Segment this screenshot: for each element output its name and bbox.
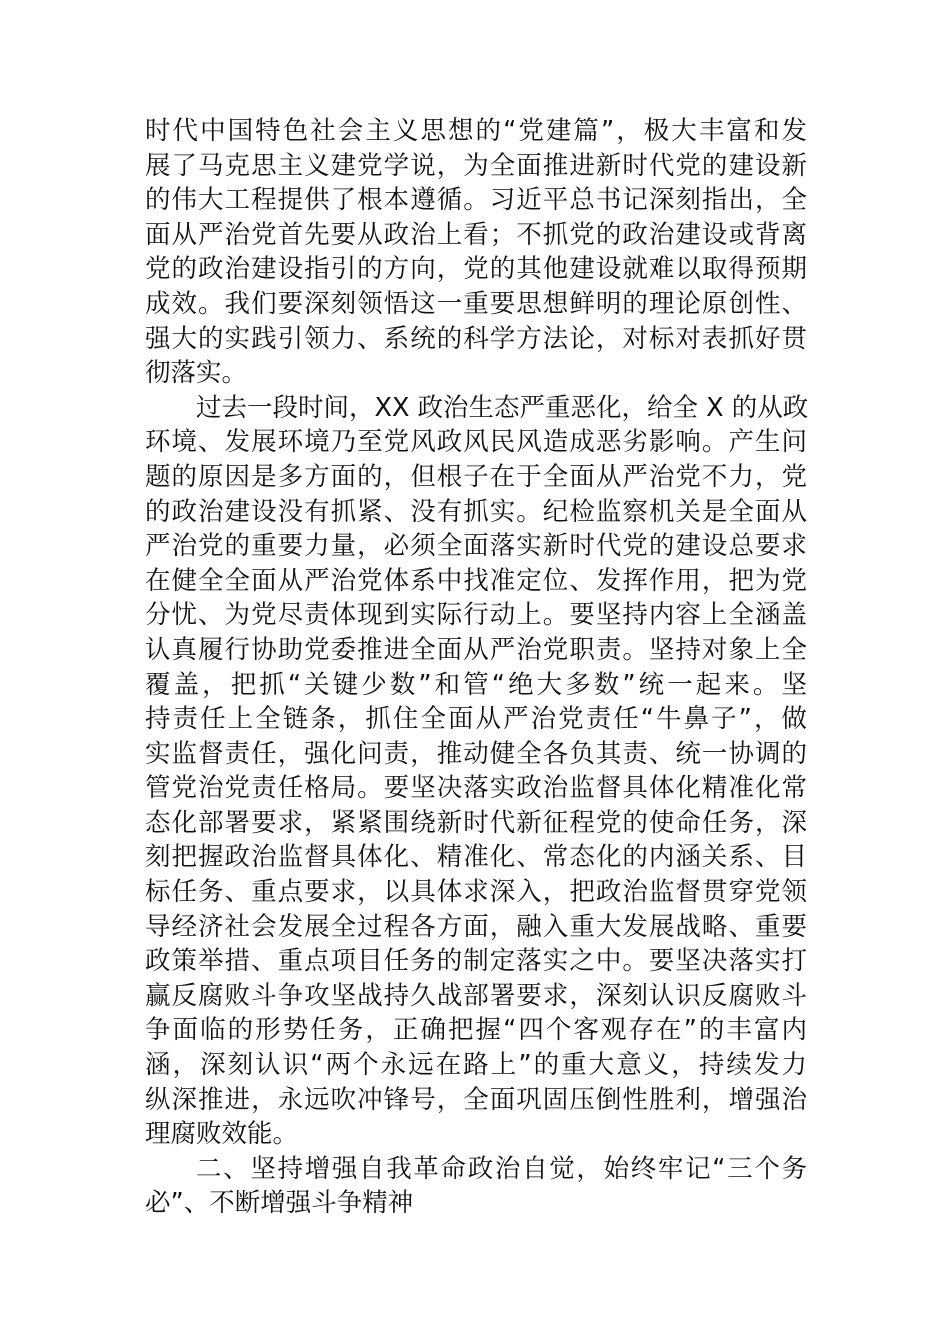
heading-line: 二、坚持增强自我革命政治自觉，始终牢记“三个务 xyxy=(196,1153,807,1184)
text-line: 严治党的重要力量，必须全面落实新时代党的建设总要求 xyxy=(145,531,807,562)
text-line: 刻把握政治监督具体化、精准化、常态化的内涵关系、目 xyxy=(145,842,807,873)
text-line: 管党治党责任格局。要坚决落实政治监督具体化精准化常 xyxy=(145,773,807,804)
text-line: 面从严治党首先要从政治上看；不抓党的政治建设或背离 xyxy=(145,219,807,250)
text-line: 覆盖，把抓“关键少数”和管“绝大多数”统一起来。坚 xyxy=(145,669,807,700)
text-line: 的伟大工程提供了根本遵循。习近平总书记深刻指出，全 xyxy=(145,185,807,216)
text-line: 导经济社会发展全过程各方面，融入重大发展战略、重要 xyxy=(145,911,807,942)
text-line: 持责任上全链条，抓住全面从严治党责任“牛鼻子”，做 xyxy=(145,704,807,735)
text-line: 分忧、为党尽责体现到实际行动上。要坚持内容上全涵盖 xyxy=(145,600,807,631)
text-line: 成效。我们要深刻领悟这一重要思想鲜明的理论原创性、 xyxy=(145,288,807,319)
text-line: 纵深推进，永远吹冲锋号，全面巩固压倒性胜利，增强治 xyxy=(145,1084,807,1115)
text-line: 过去一段时间，XX 政治生态严重恶化，给全 X 的从政 xyxy=(196,392,809,423)
text-line: 时代中国特色社会主义思想的“党建篇”，极大丰富和发 xyxy=(145,116,807,146)
text-line: 理腐败效能。 xyxy=(145,1119,299,1150)
text-line: 赢反腐败斗争攻坚战持久战部署要求，深刻认识反腐败斗 xyxy=(145,980,807,1011)
text-line: 涵，深刻认识“两个永远在路上”的重大意义，持续发力 xyxy=(145,1050,807,1081)
text-line: 强大的实践引领力、系统的科学方法论，对标对表抓好贯 xyxy=(145,323,807,354)
text-line: 彻落实。 xyxy=(145,358,248,389)
text-line: 的政治建设没有抓紧、没有抓实。纪检监察机关是全面从 xyxy=(145,496,807,527)
text-line: 题的原因是多方面的，但根子在于全面从严治党不力，党 xyxy=(145,461,807,492)
text-line: 争面临的形势任务，正确把握“四个客观存在”的丰富内 xyxy=(145,1015,807,1046)
text-line: 环境、发展环境乃至党风政风民风造成恶劣影响。产生问 xyxy=(145,427,807,458)
text-line: 在健全全面从严治党体系中找准定位、发挥作用，把为党 xyxy=(145,565,807,596)
section-heading xyxy=(145,1152,807,1221)
text-line: 党的政治建设指引的方向，党的其他建设就难以取得预期 xyxy=(145,254,807,285)
text-line: 认真履行协助党委推进全面从严治党职责。坚持对象上全 xyxy=(145,634,807,665)
text-line: 政策举措、重点项目任务的制定落实之中。要坚决落实打 xyxy=(145,946,807,977)
text-line: 标任务、重点要求，以具体求深入，把政治监督贯穿党领 xyxy=(145,877,807,908)
body-text xyxy=(145,114,807,1221)
text-line: 实监督责任，强化问责，推动健全各负其责、统一协调的 xyxy=(145,738,807,769)
text-line: 态化部署要求，紧紧围绕新时代新征程党的使命任务，深 xyxy=(145,807,807,838)
heading-line: 必”、不断增强斗争精神 xyxy=(145,1188,414,1219)
paragraph-1 xyxy=(145,114,807,391)
paragraph-2 xyxy=(145,391,807,1152)
text-line: 展了马克思主义建党学说，为全面推进新时代党的建设新 xyxy=(145,150,807,181)
